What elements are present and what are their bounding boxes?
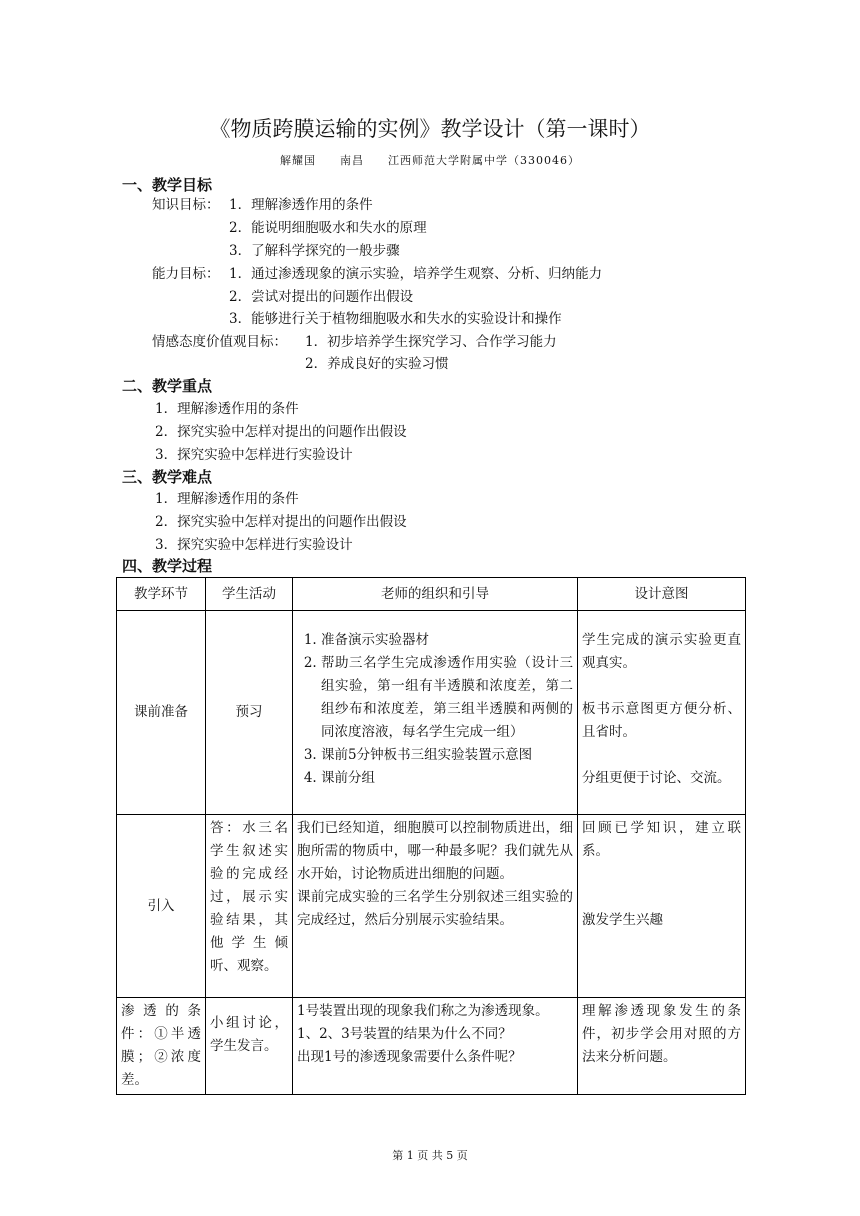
author-school: 江西师范大学附属中学（330046） — [388, 154, 580, 167]
section-heading-key-points: 二、教学重点 — [122, 377, 213, 395]
difficulty-3: 3．探究实验中怎样进行实验设计 — [155, 537, 353, 553]
prep-step: 4. 课前分组 — [321, 767, 573, 790]
attitude-goal-2: 2．养成良好的实验习惯 — [305, 356, 449, 372]
section-heading-process: 四、教学过程 — [122, 557, 213, 575]
table-row — [117, 815, 746, 998]
knowledge-goal-1: 1．理解渗透作用的条件 — [229, 197, 373, 213]
attitude-goal-1: 1．初步培养学生探究学习、合作学习能力 — [305, 334, 557, 350]
difficulty-1: 1．理解渗透作用的条件 — [155, 491, 299, 507]
page-title: 《物质跨膜运输的实例》教学设计（第一课时） — [209, 117, 651, 141]
section-heading-goals: 一、教学目标 — [122, 176, 213, 194]
teacher-guidance-cell — [293, 611, 578, 815]
teacher-text: 课前完成实验的三名学生分别叙述三组实验的完成经过，然后分别展示实验结果。 — [297, 889, 573, 928]
prep-step: 1. 准备演示实验器材 — [321, 629, 573, 652]
design-intent-cell — [578, 611, 746, 815]
header-stage: 教学环节 — [117, 578, 206, 611]
ability-goal-1: 1．通过渗透现象的演示实验，培养学生观察、分析、归纳能力 — [229, 266, 603, 282]
intent-text: 回顾已学知识，建立联系。 — [582, 820, 741, 859]
student-activity-cell: 预习 — [206, 611, 293, 815]
section-heading-difficulties: 三、教学难点 — [122, 468, 213, 486]
page-footer: 第 1 页 共 5 页 — [392, 1149, 468, 1162]
knowledge-goal-3: 3．了解科学探究的一般步骤 — [229, 243, 400, 259]
ability-goal-2: 2．尝试对提出的问题作出假设 — [229, 289, 414, 305]
ability-goal-label: 能力目标： — [152, 266, 220, 282]
stage-cell: 渗透的条件：①半透膜；②浓度差。 — [117, 998, 206, 1095]
teaching-process-table — [116, 577, 746, 1095]
key-point-2: 2．探究实验中怎样对提出的问题作出假设 — [155, 424, 407, 440]
teacher-text: 我们已经知道，细胞膜可以控制物质进出，细胞所需的物质中，哪一种最多呢？我们就先从水开始，讨论物质进出细胞的问题。 — [297, 820, 573, 882]
intent-text: 分组更便于讨论、交流。 — [582, 770, 731, 786]
key-point-1: 1．理解渗透作用的条件 — [155, 401, 299, 417]
knowledge-goal-2: 2．能说明细胞吸水和失水的原理 — [229, 220, 427, 236]
key-point-3: 3．探究实验中怎样进行实验设计 — [155, 447, 353, 463]
ability-goal-3: 3．能够进行关于植物细胞吸水和失水的实验设计和操作 — [229, 311, 562, 327]
teacher-guidance-cell — [293, 998, 578, 1095]
table-header-row — [117, 578, 746, 611]
header-student-activity: 学生活动 — [206, 578, 293, 611]
design-intent-cell — [578, 815, 746, 998]
difficulty-2: 2．探究实验中怎样对提出的问题作出假设 — [155, 514, 407, 530]
student-activity-cell: 答：水三名学生叙述实验的完成经过，展示实验结果，其他学生倾听、观察。 — [206, 815, 293, 998]
header-design-intent: 设计意图 — [578, 578, 746, 611]
attitude-goal-label: 情感态度价值观目标： — [152, 334, 287, 350]
teacher-text: 出现1号的渗透现象需要什么条件呢？ — [297, 1049, 522, 1065]
author-line — [0, 152, 860, 168]
table-row — [117, 611, 746, 815]
prep-step: 3. 课前5分钟板书三组实验装置示意图 — [321, 744, 573, 767]
teacher-text: 1、2、3号装置的结果为什么不同？ — [297, 1026, 512, 1042]
author-city: 南昌 — [340, 154, 364, 167]
header-teacher-guidance: 老师的组织和引导 — [293, 578, 578, 611]
student-activity-cell: 小组讨论，学生发言。 — [206, 998, 293, 1095]
intent-text: 学生完成的演示实验更直观真实。 — [582, 632, 741, 671]
knowledge-goal-label: 知识目标： — [152, 197, 220, 213]
teacher-text: 1号装置出现的现象我们称之为渗透现象。 — [297, 1003, 549, 1019]
intent-text: 板书示意图更方便分析、且省时。 — [582, 701, 741, 740]
stage-cell: 课前准备 — [117, 611, 206, 815]
table-row — [117, 998, 746, 1095]
stage-cell: 引入 — [117, 815, 206, 998]
teacher-guidance-cell — [293, 815, 578, 998]
design-intent-cell: 理解渗透现象发生的条件，初步学会用对照的方法来分析问题。 — [578, 998, 746, 1095]
author-name: 解耀国 — [280, 154, 316, 167]
prep-step: 2. 帮助三名学生完成渗透作用实验（设计三组实验，第一组有半透膜和浓度差，第二组纱布和浓度差，第三组半透膜和两侧的同浓度溶液，每名学生完成一组） — [321, 652, 573, 744]
intent-text: 激发学生兴趣 — [582, 912, 663, 928]
